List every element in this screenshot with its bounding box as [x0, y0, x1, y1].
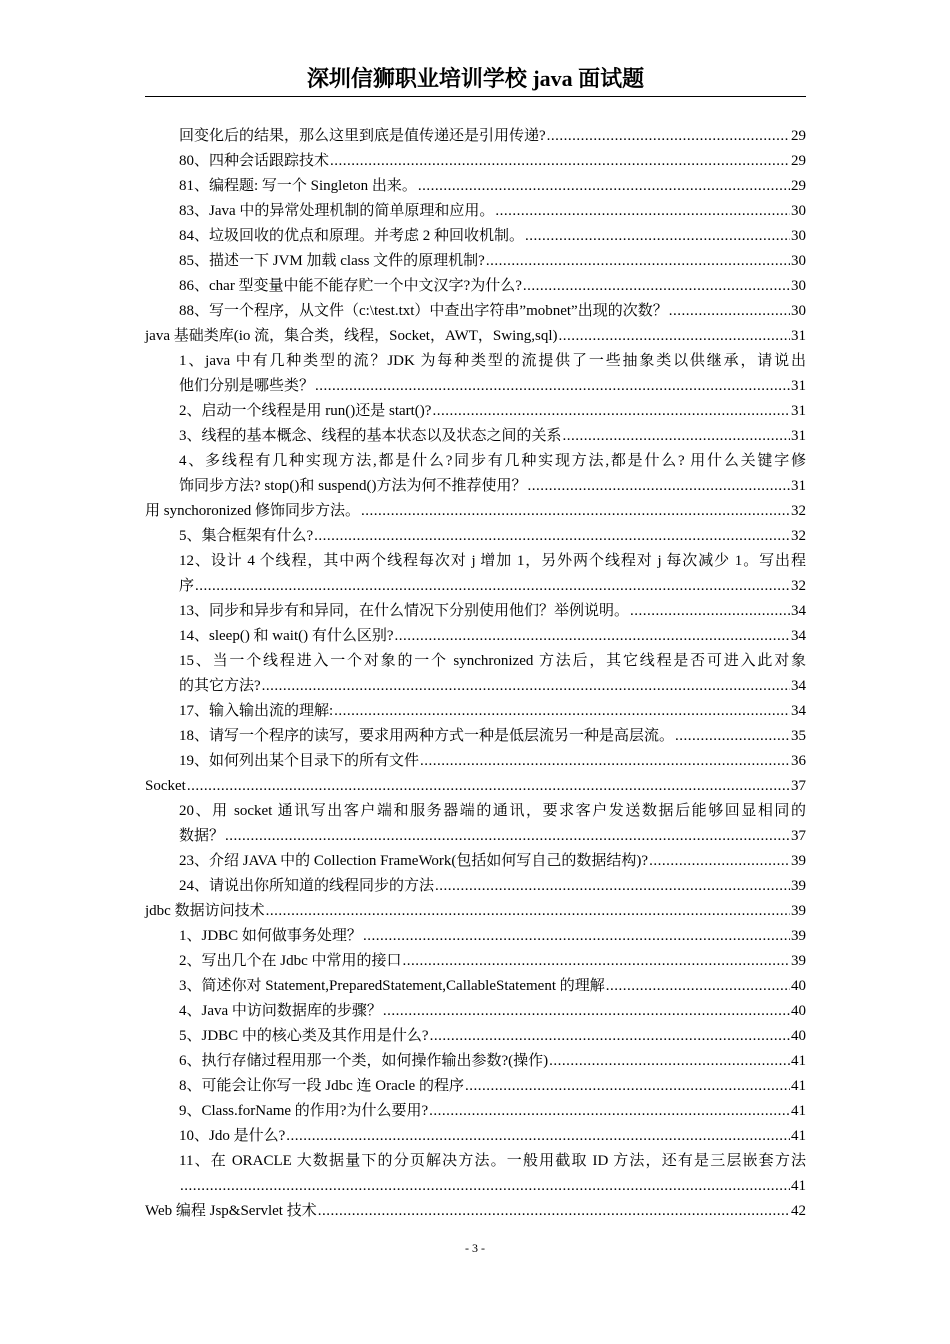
- toc-entry-text: 85、描述一下 JVM 加载 class 文件的原理机制?: [179, 253, 485, 269]
- toc-leader-dots: [558, 324, 790, 349]
- toc-page-number: 40: [791, 1003, 806, 1019]
- toc-leader-dots: [382, 999, 790, 1024]
- toc-entry-text: 18、请写一个程序的读写，要求用两种方式一种是低层流另一种是高层流。: [179, 728, 675, 744]
- toc-page-number: 30: [791, 228, 806, 244]
- toc-page-number: 39: [791, 953, 806, 969]
- toc-entry-text: 4、多线程有几种实现方法,都是什么?同步有几种实现方法,都是什么? 用什么关键字修: [179, 453, 806, 469]
- toc-page-number: 42: [791, 1203, 806, 1219]
- toc-entry-text: 11、在 ORACLE 大数据量下的分页解决方法。一般用截取 ID 方法，还有是三层嵌套方法: [179, 1153, 806, 1169]
- toc-leader-dots: [362, 924, 790, 949]
- toc-entry-text: 饰同步方法? stop()和 suspend()方法为何不推荐使用？: [179, 478, 527, 494]
- toc-leader-dots: [526, 474, 790, 499]
- toc-leader-dots: [417, 174, 790, 199]
- toc-section-entry[interactable]: [145, 499, 806, 524]
- toc-page-number: 31: [791, 428, 806, 444]
- toc-entry-text: 1、java 中有几种类型的流？JDK 为每种类型的流提供了一些抽象类以供继承，请说出: [179, 353, 806, 369]
- toc-entry-text: 2、启动一个线程是用 run()还是 start()?: [179, 403, 432, 419]
- toc-entry-text: 序: [179, 578, 195, 594]
- toc-entry[interactable]: [145, 224, 806, 249]
- toc-leader-dots: [605, 974, 790, 999]
- toc-entry[interactable]: [145, 699, 806, 724]
- toc-entry[interactable]: [145, 1124, 806, 1149]
- toc-entry-text: 数据？: [179, 828, 225, 844]
- toc-page-number: 41: [791, 1128, 806, 1144]
- toc-entry-text: 5、集合框架有什么?: [179, 528, 314, 544]
- toc-leader-dots: [179, 1174, 790, 1199]
- toc-entry[interactable]: [145, 874, 806, 899]
- toc-section-entry[interactable]: [145, 1199, 806, 1224]
- toc-page-number: 32: [791, 578, 806, 594]
- toc-page-number: 41: [791, 1103, 806, 1119]
- toc-page-number: 41: [791, 1078, 806, 1094]
- toc-entry-text: 12、设计 4 个线程，其中两个线程每次对 j 增加 1，另外两个线程对 j 每次减少 1。写出程: [179, 553, 806, 569]
- toc-entry-text: 24、请说出你所知道的线程同步的方法: [179, 878, 435, 894]
- toc-entry[interactable]: [145, 124, 806, 149]
- toc-page-number: 31: [791, 478, 806, 494]
- toc-section-entry[interactable]: [145, 774, 806, 799]
- toc-entry-text: 4、Java 中访问数据库的步骤？: [179, 1003, 382, 1019]
- toc-leader-dots: [394, 624, 790, 649]
- toc-entry-text: Socket: [145, 778, 186, 794]
- toc-page-number: 39: [791, 903, 806, 919]
- toc-entry[interactable]: [145, 424, 806, 449]
- toc-leader-dots: [329, 149, 790, 174]
- toc-entry-text: 5、JDBC 中的核心类及其作用是什么?: [179, 1028, 429, 1044]
- toc-entry[interactable]: [145, 299, 806, 324]
- toc-leader-dots: [313, 524, 790, 549]
- toc-entry-text: 86、char 型变量中能不能存贮一个中文汉字?为什么?: [179, 278, 522, 294]
- toc-entry[interactable]: [145, 999, 806, 1024]
- toc-entry[interactable]: [145, 149, 806, 174]
- toc-leader-dots: [648, 849, 790, 874]
- toc-entry-text: 3、简述你对 Statement,PreparedStatement,CallableStatement 的理解: [179, 978, 605, 994]
- toc-page-number: 37: [791, 828, 806, 844]
- toc-entry-text: 8、可能会让你写一段 Jdbc 连 Oracle 的程序: [179, 1078, 464, 1094]
- toc-leader-dots: [668, 299, 790, 324]
- toc-leader-dots: [562, 424, 790, 449]
- toc-leader-dots: [548, 1049, 790, 1074]
- page-number: - 3 -: [465, 1241, 485, 1255]
- toc-leader-dots: [285, 1124, 790, 1149]
- toc-entry-text: 23、介绍 JAVA 中的 Collection FrameWork(包括如何写自己的数据结构)?: [179, 853, 649, 869]
- toc-entry-text: jdbc 数据访问技术: [145, 903, 265, 919]
- toc-entry[interactable]: [145, 249, 806, 274]
- toc-leader-dots: [317, 1199, 790, 1224]
- table-of-contents: [145, 124, 806, 1224]
- toc-entry[interactable]: [145, 724, 806, 749]
- toc-leader-dots: [629, 599, 790, 624]
- toc-page-number: 39: [791, 928, 806, 944]
- toc-leader-dots: [428, 1099, 790, 1124]
- toc-entry-text: 81、编程题: 写一个 Singleton 出来。: [179, 178, 417, 194]
- toc-entry-text: 9、Class.forName 的作用?为什么要用?: [179, 1103, 429, 1119]
- toc-entry[interactable]: [145, 349, 806, 399]
- toc-page-number: 34: [791, 703, 806, 719]
- toc-entry[interactable]: [145, 649, 806, 699]
- toc-entry-text: 83、Java 中的异常处理机制的简单原理和应用。: [179, 203, 495, 219]
- toc-page-number: 40: [791, 978, 806, 994]
- toc-entry-text: 6、执行存储过程用那一个类，如何操作输出参数?(操作): [179, 1053, 549, 1069]
- toc-leader-dots: [186, 774, 790, 799]
- toc-entry-text: 14、sleep() 和 wait() 有什么区别?: [179, 628, 394, 644]
- toc-entry-text: 84、垃圾回收的优点和原理。并考虑 2 种回收机制。: [179, 228, 525, 244]
- toc-leader-dots: [434, 874, 790, 899]
- toc-leader-dots: [464, 1074, 790, 1099]
- toc-entry[interactable]: [145, 974, 806, 999]
- toc-entry[interactable]: [145, 1149, 806, 1199]
- toc-page-number: 35: [791, 728, 806, 744]
- toc-section-entry[interactable]: [145, 324, 806, 349]
- toc-leader-dots: [524, 224, 790, 249]
- toc-entry[interactable]: [145, 524, 806, 549]
- toc-entry-text: 20、用 socket 通讯写出客户端和服务器端的通讯，要求客户发送数据后能够回显相同的: [179, 803, 806, 819]
- toc-page-number: 41: [791, 1178, 806, 1194]
- toc-entry[interactable]: [145, 849, 806, 874]
- toc-entry-text: 他们分别是哪些类？: [179, 378, 315, 394]
- toc-page-number: 30: [791, 203, 806, 219]
- toc-leader-dots: [261, 674, 790, 699]
- toc-page-number: 32: [791, 528, 806, 544]
- toc-page-number: 30: [791, 278, 806, 294]
- toc-entry-text: 80、四种会话跟踪技术: [179, 153, 330, 169]
- toc-page-number: 41: [791, 1053, 806, 1069]
- toc-entry[interactable]: [145, 1074, 806, 1099]
- toc-leader-dots: [522, 274, 790, 299]
- toc-leader-dots: [333, 699, 790, 724]
- toc-page-number: 39: [791, 878, 806, 894]
- toc-page-number: 31: [791, 378, 806, 394]
- toc-entry-text: 用 synchoronized 修饰同步方法。: [145, 503, 360, 519]
- toc-leader-dots: [485, 249, 790, 274]
- toc-leader-dots: [431, 399, 790, 424]
- toc-entry[interactable]: [145, 449, 806, 499]
- toc-page-number: 36: [791, 753, 806, 769]
- toc-leader-dots: [314, 374, 790, 399]
- toc-entry-text: 19、如何列出某个目录下的所有文件: [179, 753, 420, 769]
- toc-leader-dots: [674, 724, 790, 749]
- toc-entry[interactable]: [145, 174, 806, 199]
- toc-entry[interactable]: [145, 624, 806, 649]
- toc-leader-dots: [224, 824, 790, 849]
- toc-leader-dots: [429, 1024, 790, 1049]
- toc-entry-text: 1、JDBC 如何做事务处理？: [179, 928, 362, 944]
- toc-leader-dots: [546, 124, 790, 149]
- toc-entry[interactable]: [145, 949, 806, 974]
- toc-entry-text: 10、Jdo 是什么?: [179, 1128, 286, 1144]
- toc-page-number: 31: [791, 328, 806, 344]
- toc-entry[interactable]: [145, 1099, 806, 1124]
- toc-entry[interactable]: [145, 549, 806, 599]
- toc-entry-text: 15、当一个线程进入一个对象的一个 synchronized 方法后，其它线程是否可进入此对象: [179, 653, 806, 669]
- toc-page-number: 31: [791, 403, 806, 419]
- toc-page-number: 30: [791, 253, 806, 269]
- toc-entry[interactable]: [145, 399, 806, 424]
- toc-page-number: 34: [791, 603, 806, 619]
- toc-leader-dots: [194, 574, 790, 599]
- toc-entry[interactable]: [145, 749, 806, 774]
- toc-entry-text: 88、写一个程序，从文件（c:\test.txt）中查出字符串”mobnet”出现的次数？: [179, 303, 668, 319]
- toc-entry[interactable]: [145, 199, 806, 224]
- toc-entry-text: java 基础类库(io 流，集合类，线程，Socket，AWT，Swing,sql): [145, 328, 558, 344]
- toc-section-entry[interactable]: [145, 899, 806, 924]
- toc-leader-dots: [265, 899, 790, 924]
- toc-leader-dots: [419, 749, 790, 774]
- toc-page-number: 30: [791, 303, 806, 319]
- toc-entry-text: 3、线程的基本概念、线程的基本状态以及状态之间的关系: [179, 428, 562, 444]
- toc-leader-dots: [494, 199, 790, 224]
- toc-entry[interactable]: [145, 1024, 806, 1049]
- toc-entry[interactable]: [145, 924, 806, 949]
- toc-entry[interactable]: [145, 599, 806, 624]
- toc-leader-dots: [402, 949, 791, 974]
- page-header-title: 深圳信狮职业培训学校 java 面试题: [145, 62, 806, 97]
- toc-entry-text: 13、同步和异步有和异同，在什么情况下分别使用他们？举例说明。: [179, 603, 630, 619]
- toc-entry-text: 回变化后的结果，那么这里到底是值传递还是引用传递?: [179, 128, 546, 144]
- toc-entry-text: 的其它方法?: [179, 678, 261, 694]
- toc-entry-text: Web 编程 Jsp&Servlet 技术: [145, 1203, 317, 1219]
- toc-entry[interactable]: [145, 274, 806, 299]
- toc-page-number: 37: [791, 778, 806, 794]
- toc-page-number: 29: [791, 153, 806, 169]
- toc-page-number: 40: [791, 1028, 806, 1044]
- toc-page-number: 34: [791, 678, 806, 694]
- toc-page-number: 34: [791, 628, 806, 644]
- toc-entry[interactable]: [145, 799, 806, 849]
- toc-leader-dots: [360, 499, 790, 524]
- toc-entry[interactable]: [145, 1049, 806, 1074]
- toc-page-number: 32: [791, 503, 806, 519]
- toc-page-number: 29: [791, 128, 806, 144]
- toc-page-number: 39: [791, 853, 806, 869]
- toc-entry-text: 2、写出几个在 Jdbc 中常用的接口: [179, 953, 402, 969]
- toc-page-number: 29: [791, 178, 806, 194]
- toc-entry-text: 17、输入输出流的理解:: [179, 703, 334, 719]
